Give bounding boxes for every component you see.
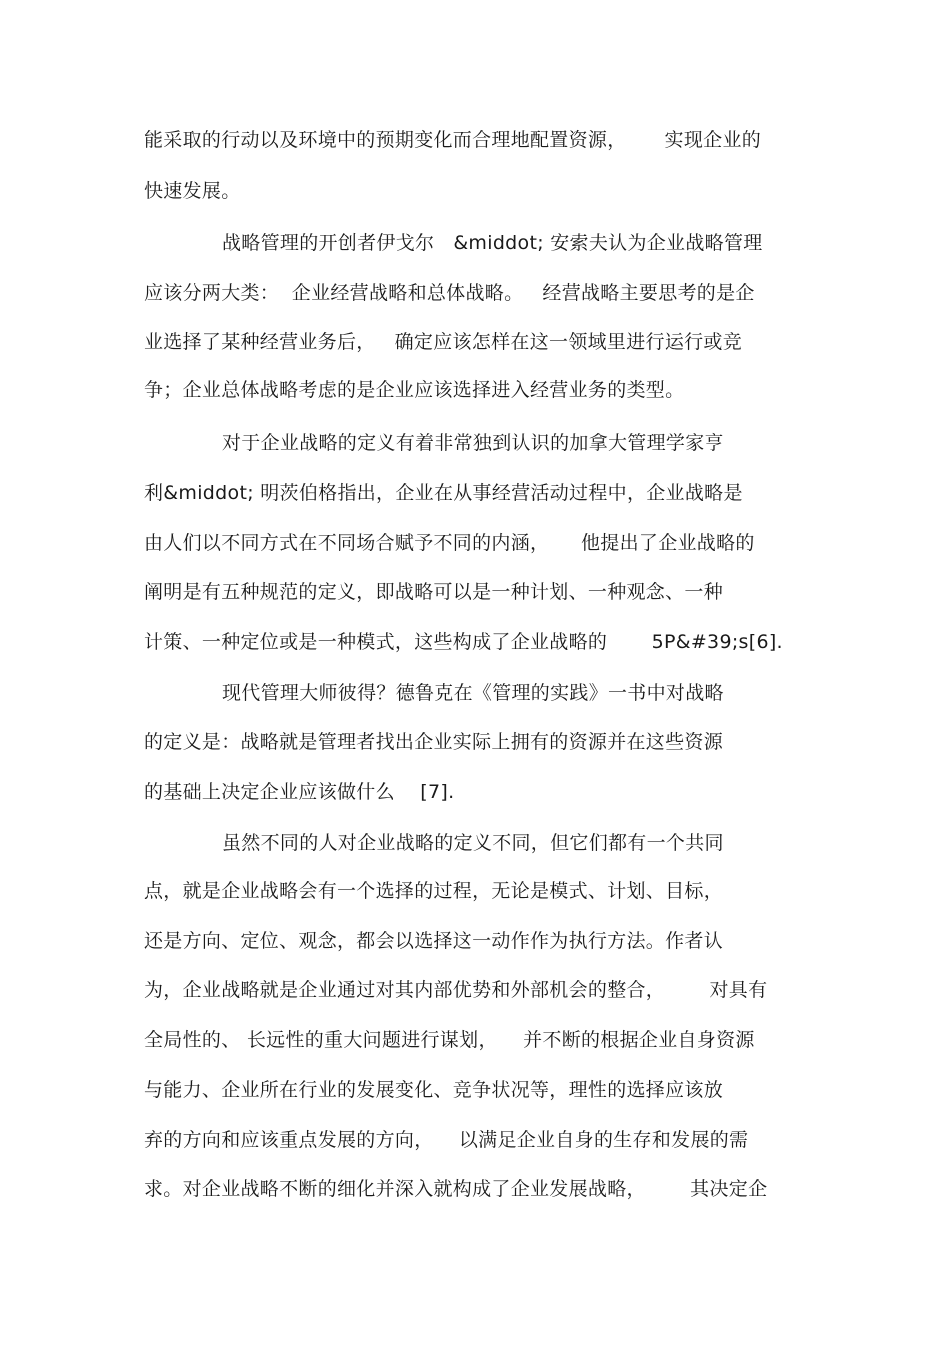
text-line: 为，企业战略就是企业通过对其内部优势和外部机会的整合， 对具有 (144, 979, 768, 1001)
text-line: 业选择了某种经营业务后， 确定应该怎样在这一领域里进行运行或竞 (144, 331, 743, 353)
text-line: 求。对企业战略不断的细化并深入就构成了企业发展战略， 其决定企 (144, 1178, 768, 1200)
text-line: 的定义是：战略就是管理者找出企业实际上拥有的资源并在这些资源 (144, 731, 724, 753)
text-line: 弃的方向和应该重点发展的方向， 以满足企业自身的生存和发展的需 (144, 1129, 749, 1151)
text-line: 与能力、企业所在行业的发展变化、竞争状况等，理性的选择应该放 (144, 1079, 724, 1101)
paragraph-first-line: 战略管理的开创者伊戈尔 &middot; 安索夫认为企业战略管理 (222, 232, 763, 254)
paragraph-first-line: 现代管理大师彼得？德鲁克在《管理的实践》一书中对战略 (222, 682, 724, 704)
text-line: 由人们以不同方式在不同场合赋予不同的内涵， 他提出了企业战略的 (144, 532, 755, 554)
paragraph-first-line: 对于企业战略的定义有着非常独到认识的加拿大管理学家亨 (222, 432, 724, 454)
text-line: 争；企业总体战略考虑的是企业应该选择进入经营业务的类型。 (144, 379, 685, 401)
text-line: 点，就是企业战略会有一个选择的过程，无论是模式、计划、目标， (144, 880, 724, 902)
text-line: 快速发展。 (144, 180, 241, 202)
text-line: 应该分两大类： 企业经营战略和总体战略。 经营战略主要思考的是企 (144, 282, 755, 304)
text-line: 利&middot; 明茨伯格指出，企业在从事经营活动过程中，企业战略是 (144, 482, 743, 504)
text-line: 计策、一种定位或是一种模式，这些构成了企业战略的 5P&#39;s[6]. (144, 631, 783, 653)
text-line: 能采取的行动以及环境中的预期变化而合理地配置资源， 实现企业的 (144, 129, 762, 151)
text-line: 阐明是有五种规范的定义，即战略可以是一种计划、一种观念、一种 (144, 581, 724, 603)
text-line: 还是方向、定位、观念，都会以选择这一动作作为执行方法。作者认 (144, 930, 724, 952)
paragraph-first-line: 虽然不同的人对企业战略的定义不同，但它们都有一个共同 (222, 832, 724, 854)
text-line: 的基础上决定企业应该做什么 [7]. (144, 781, 455, 803)
text-line: 全局性的、 长远性的重大问题进行谋划， 并不断的根据企业自身资源 (144, 1029, 755, 1051)
